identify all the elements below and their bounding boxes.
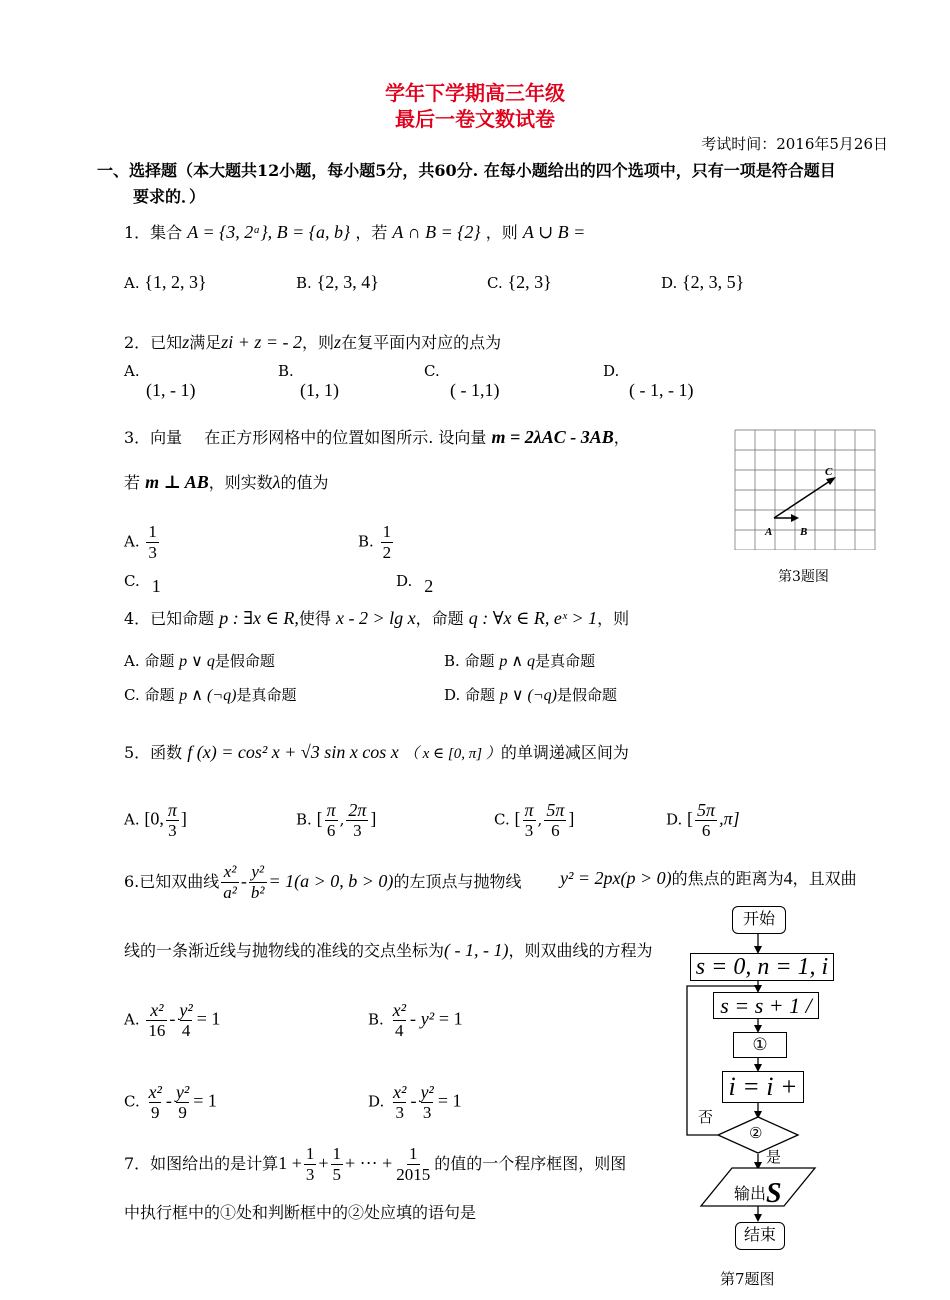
option-label: A. 命题 (124, 652, 175, 670)
frac-num: π (326, 800, 336, 820)
section-heading: 一、选择题（本大题共12小题，每小题5分，共60分. 在每小题给出的四个选项中，只有一项是符合题目 (97, 161, 836, 180)
q7-number: 7．如图给出的是计算 (124, 1154, 279, 1173)
frac-den: 6 (551, 821, 560, 840)
q1-sets: A = {3, 2ᵃ}, B = {a, b} (187, 222, 351, 242)
equals-one: = 1 (437, 1090, 462, 1111)
equals-one: = 1 (193, 1090, 217, 1111)
question-7-line2: 中执行框中的①处和判断框中的②处应填的语句是 (124, 1203, 477, 1222)
q4-text3: ，则 (597, 609, 630, 628)
q2-condition: zi + z = - 2 (221, 332, 303, 352)
q6-option-a[interactable] (124, 1000, 220, 1041)
q6-text2: 的焦点的距离为 (671, 869, 784, 888)
question-2 (124, 330, 501, 353)
frac-den: 3 (395, 1103, 404, 1122)
flowchart-output (734, 1178, 782, 1210)
equals-one: = 1 (196, 1008, 221, 1029)
q4-option-b[interactable] (444, 650, 595, 671)
q3-text2: 若 (124, 473, 141, 492)
option-value: (1, - 1) (146, 380, 196, 400)
option-label: D. (603, 362, 620, 380)
flowchart-end: 结束 (735, 1222, 785, 1250)
frac-den: b² (250, 883, 265, 902)
frac-num: π (524, 800, 534, 820)
q5-number: 5．函数 (124, 743, 183, 762)
option-label: B. (296, 274, 312, 292)
frac-den: 3 (168, 821, 177, 840)
minus-sign: - (240, 871, 247, 891)
frac-den: 9 (150, 1103, 160, 1122)
q3-text: 在正方形网格中的位置如图所示. 设向量 (204, 428, 487, 447)
flowchart-no-label: 否 (698, 1108, 714, 1126)
option-value: {2, 3} (507, 272, 552, 292)
frac-num: x² (223, 862, 237, 881)
q7-text: 的值的一个程序框图，则图 (434, 1154, 627, 1173)
question-3-line2 (124, 470, 329, 493)
vector-ac (774, 479, 833, 518)
flowchart-blank-2: ② (749, 1124, 763, 1142)
q2-option-b[interactable] (278, 362, 339, 401)
q6-point: ( - 1, - 1) (444, 940, 509, 960)
option-label: B. (278, 362, 294, 380)
q2-option-d[interactable] (603, 362, 693, 401)
frac-num: y² (420, 1082, 434, 1102)
plus-sign: + (318, 1153, 329, 1173)
bracket: [0, (144, 808, 164, 829)
option-value: 1 (151, 576, 161, 596)
frac-den: 16 (148, 1021, 166, 1040)
frac-den: 6 (701, 821, 711, 840)
q6-text3: ，且双曲 (792, 869, 857, 888)
frac-num: x² (148, 1082, 162, 1102)
frac-num: 1 (409, 1144, 418, 1163)
option-label: B. (368, 1010, 384, 1029)
q5-option-c[interactable]: C. [ $\frac{\pi}{3}$ , $\frac{5\pi}{6}$ ] (494, 800, 575, 840)
q6-number: 6.已知双曲线 (124, 872, 220, 891)
option-expr: p ∨ (¬q) (499, 687, 557, 704)
option-label: A. (124, 362, 140, 380)
q3-condition: m ⊥ AB (145, 472, 209, 492)
y-squared: y² (420, 1008, 435, 1029)
frac-num: 2π (348, 800, 367, 820)
output-label: 输出 (734, 1184, 767, 1203)
q6-option-d[interactable] (368, 1082, 461, 1123)
option-tail: 是真命题 (236, 686, 297, 704)
q6-distance: 4 (783, 868, 793, 888)
question-7 (124, 1144, 626, 1185)
option-expr: p ∧ q (499, 653, 536, 670)
option-label: D. (396, 572, 413, 590)
q1-option-b[interactable] (296, 272, 379, 293)
option-value: (1, 1) (300, 380, 339, 400)
q4-option-c[interactable] (124, 684, 296, 705)
frac-den: 4 (181, 1021, 191, 1040)
q5-function: f (x) = cos² x + √3 sin x cos x (187, 742, 399, 762)
option-value: ( - 1,1) (450, 380, 500, 400)
option-label: C. (487, 274, 503, 292)
frac-num: y² (179, 1000, 193, 1020)
frac-den: 2 (382, 543, 392, 562)
q1-condition: A ∩ B = {2} (392, 222, 481, 242)
option-value: {2, 3, 5} (682, 272, 745, 292)
option-label: D. (661, 274, 678, 292)
exam-title-line2: 最后一卷文数试卷 (395, 107, 555, 131)
minus-sign: - (169, 1008, 176, 1029)
question-6-line2 (124, 938, 653, 961)
bracket: ] (568, 808, 575, 829)
arrowhead-c-icon (826, 477, 836, 485)
q6-option-b[interactable] (368, 1000, 463, 1041)
frac-den: 5 (332, 1165, 341, 1184)
frac-num: x² (392, 1000, 406, 1020)
q3-lambda: λ (272, 472, 281, 492)
question-4 (124, 606, 629, 629)
q2-option-a[interactable] (124, 362, 195, 401)
option-label: C. 命题 (124, 686, 175, 704)
q6-option-c[interactable] (124, 1082, 217, 1123)
frac-num: 1 (332, 1144, 341, 1163)
q6-text5: ，则双曲线的方程为 (508, 941, 653, 960)
q2-option-c[interactable] (424, 362, 499, 401)
q1-number: 1．集合 (124, 223, 183, 242)
point-b-label: B (800, 526, 808, 538)
flowchart-step: s = s + 1 / (713, 992, 819, 1019)
q1-text: ，若 (355, 223, 388, 242)
option-label: C. (124, 572, 140, 590)
bracket: [ (316, 808, 323, 829)
q3-m-definition: m = 2λAC - 3AB (491, 427, 614, 447)
frac-num: x² (393, 1082, 407, 1102)
q2-number: 2．已知 (124, 333, 183, 352)
exam-time: 考试时间：2016年5月26日 (701, 135, 888, 153)
q7-figure-caption: 第7题图 (720, 1270, 775, 1288)
option-label: C. (424, 362, 440, 380)
option-tail: 是真命题 (535, 652, 596, 670)
option-label: A. (124, 810, 140, 829)
q4-p-condition: x - 2 > lg x (335, 608, 416, 628)
q6-parabola: y² = 2px(p > 0) (560, 868, 672, 888)
frac-den: 3 (305, 1165, 315, 1184)
flowchart-init: s = 0, n = 1, i (690, 953, 834, 981)
minus-sign: - (410, 1090, 417, 1111)
option-tail: 是假命题 (556, 686, 617, 704)
point-a-label: A (765, 526, 773, 538)
frac-num: 1 (382, 522, 392, 541)
frac-num: y² (251, 862, 265, 881)
q4-q: q : ∀x ∈ R, eˣ > 1 (468, 608, 598, 628)
option-label: D. (666, 810, 683, 829)
flowchart-blank-1: ① (733, 1032, 787, 1058)
option-label: A. (124, 1010, 140, 1029)
q1-option-d[interactable] (661, 272, 744, 293)
frac-num: 1 (148, 522, 157, 541)
q4-text: 使得 (298, 609, 331, 628)
q3-option-c[interactable] (124, 570, 161, 596)
dots: + ··· + (345, 1153, 393, 1173)
q1-option-c[interactable] (487, 272, 552, 293)
q1-ask: A ∪ B = (522, 222, 586, 242)
frac-den: 6 (326, 821, 336, 840)
q5-option-d[interactable] (666, 800, 740, 841)
frac-num: 5π (546, 800, 565, 820)
option-label: D. 命题 (444, 686, 496, 704)
frac-den: 4 (395, 1021, 404, 1040)
frac-num: 1 (305, 1144, 315, 1163)
frac-den: 3 (148, 543, 157, 562)
option-label: D. (368, 1092, 385, 1111)
q1-option-a[interactable] (124, 272, 207, 293)
option-expr: p ∨ q (179, 653, 215, 670)
equals-one: = 1 (438, 1008, 463, 1029)
flowchart-yes-label: 是 (766, 1148, 782, 1166)
frac-num: 5π (697, 800, 716, 820)
q3-comma: ， (613, 428, 630, 447)
arrow-icon (754, 1214, 762, 1222)
exam-title-line1: 学年下学期高三年级 (385, 81, 565, 105)
q5-domain: （ x ∈ [0, π] ） (403, 746, 501, 762)
option-label: A. (124, 274, 140, 292)
q6-text: 的左顶点与抛物线 (393, 872, 522, 891)
flowchart-increment: i = i + (722, 1071, 804, 1103)
section-heading-cont: 要求的．） (133, 187, 206, 206)
minus-sign: - (409, 1008, 416, 1029)
frac-den: a² (223, 883, 237, 902)
q3-option-b[interactable] (358, 522, 395, 563)
option-label: B. 命题 (444, 652, 495, 670)
q4-text2: ，命题 (415, 609, 464, 628)
q5-text: 的单调递减区间为 (500, 743, 629, 762)
option-label: B. (358, 532, 374, 551)
frac-den: 2015 (396, 1165, 431, 1184)
q5-option-b[interactable]: B. [ $\frac{\pi}{6}$ , $\frac{2\pi}{3}$ ] (296, 800, 377, 840)
frac-den: 3 (353, 821, 362, 840)
option-label: C. (124, 1092, 140, 1111)
point-c-label: C (825, 466, 833, 478)
option-label: A. (124, 532, 140, 551)
q2-z2: z (334, 332, 342, 352)
q6-hyperbola-rest: = 1(a > 0, b > 0) (268, 871, 394, 891)
q3-text4: 的值为 (280, 473, 329, 492)
option-value: {2, 3, 4} (316, 272, 379, 292)
question-3 (124, 425, 630, 448)
frac-den: 9 (178, 1103, 187, 1122)
option-label: B. (296, 810, 312, 829)
output-variable: S (766, 1178, 782, 1209)
frac-den: 3 (524, 821, 534, 840)
q3-figure-caption: 第3题图 (778, 569, 829, 585)
q5-option-a[interactable] (124, 800, 187, 841)
option-value: 2 (424, 576, 434, 596)
q6-text4: 线的一条渐近线与抛物线的准线的交点坐标为 (124, 941, 445, 960)
q2-text3: 在复平面内对应的点为 (341, 333, 502, 352)
q2-text2: ，则 (302, 333, 335, 352)
q2-z: z (182, 332, 190, 352)
q3-option-d[interactable] (396, 570, 434, 596)
bracket: [ (687, 808, 694, 829)
option-tail: 是假命题 (214, 652, 275, 670)
bracket: ] (180, 808, 187, 829)
bracket: ] (370, 808, 377, 829)
q4-option-a[interactable] (124, 650, 275, 671)
frac-num: y² (175, 1082, 190, 1102)
option-value: {1, 2, 3} (144, 272, 207, 292)
bracket: [ (514, 808, 521, 829)
frac-den: 3 (422, 1103, 432, 1122)
q3-number: 3．向量 (124, 428, 183, 447)
option-expr: p ∧ (¬q) (179, 687, 237, 704)
option-label: C. (494, 810, 510, 829)
q4-option-d[interactable] (444, 684, 617, 705)
bracket: ,π] (719, 808, 740, 829)
q2-text: 满足 (189, 333, 222, 352)
option-value: ( - 1, - 1) (629, 380, 694, 400)
q4-p: p : ∃x ∈ R, (219, 608, 299, 628)
q3-text3: ，则实数 (208, 473, 273, 492)
frac-num: π (167, 800, 177, 820)
q3-grid-figure (730, 425, 880, 550)
q3-option-a[interactable] (124, 522, 161, 563)
question-5 (124, 740, 629, 763)
minus-sign: - (165, 1090, 172, 1111)
q1-text2: ，则 (485, 223, 518, 242)
frac-num: x² (150, 1000, 164, 1020)
sum-lead: 1 + (278, 1153, 302, 1173)
question-6 (124, 862, 521, 903)
flowchart-start: 开始 (732, 906, 786, 934)
q4-number: 4．已知命题 (124, 609, 215, 628)
question-6-parabola (560, 866, 857, 889)
question-1 (124, 220, 585, 243)
